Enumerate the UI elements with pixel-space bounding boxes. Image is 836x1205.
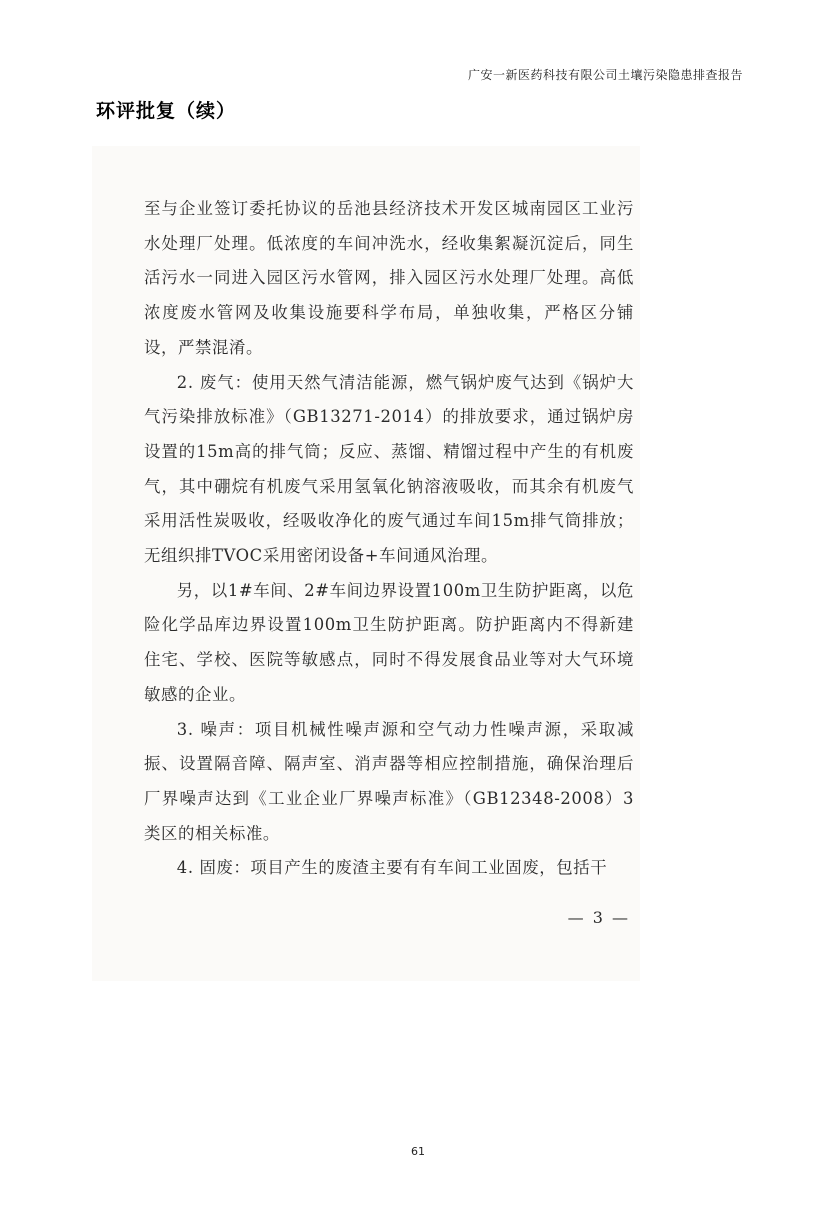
paragraph: 4. 固废：项目产生的废渣主要有有车间工业固废，包括干 [176, 858, 608, 878]
scanned-page-label: — 3 — [567, 908, 630, 927]
scanned-document-image [92, 146, 640, 981]
section-title: 环评批复（续） [96, 100, 237, 122]
running-header: 广安一新医药科技有限公司土壤污染隐患排查报告 [467, 68, 743, 82]
paragraph: 3. 噪声：项目机械性噪声源和空气动力性噪声源，采取减振、设置隔音障、隔声室、消声器等相应控制措施，确保治理后厂界噪声达到《工业企业厂界噪声标准》（GB12348-2008）3类区的相关标准。 [144, 719, 634, 843]
scanned-document-body [144, 192, 634, 886]
paragraph: 至与企业签订委托协议的岳池县经济技术开发区城南园区工业污水处理厂处理。低浓度的车间冲洗水，经收集絮凝沉淀后，同生活污水一同进入园区污水管网，排入园区污水处理厂处理。高低浓度废水管网及收集设施要科学布局，单独收集，严格区分铺设，严禁混淆。 [144, 199, 634, 357]
page-number: 61 [411, 1145, 425, 1158]
paragraph: 另，以1#车间、2#车间边界设置100m卫生防护距离，以危险化学品库边界设置100m卫生防护距离。防护距离内不得新建住宅、学校、医院等敏感点，同时不得发展食品业等对大气环境敏感的企业。 [144, 580, 634, 704]
paragraph: 2. 废气：使用天然气清洁能源，燃气锅炉废气达到《锅炉大气污染排放标准》（GB13271-2014）的排放要求，通过锅炉房设置的15m高的排气筒；反应、蒸馏、精馏过程中产生的有机废气，其中硼烷有机废气采用氢氧化钠溶液吸收，而其余有机废气采用活性炭吸收，经吸收净化的废气通过车间15m排气筒排放；无组织排TVOC采用密闭设备+车间通风治理。 [144, 372, 634, 566]
